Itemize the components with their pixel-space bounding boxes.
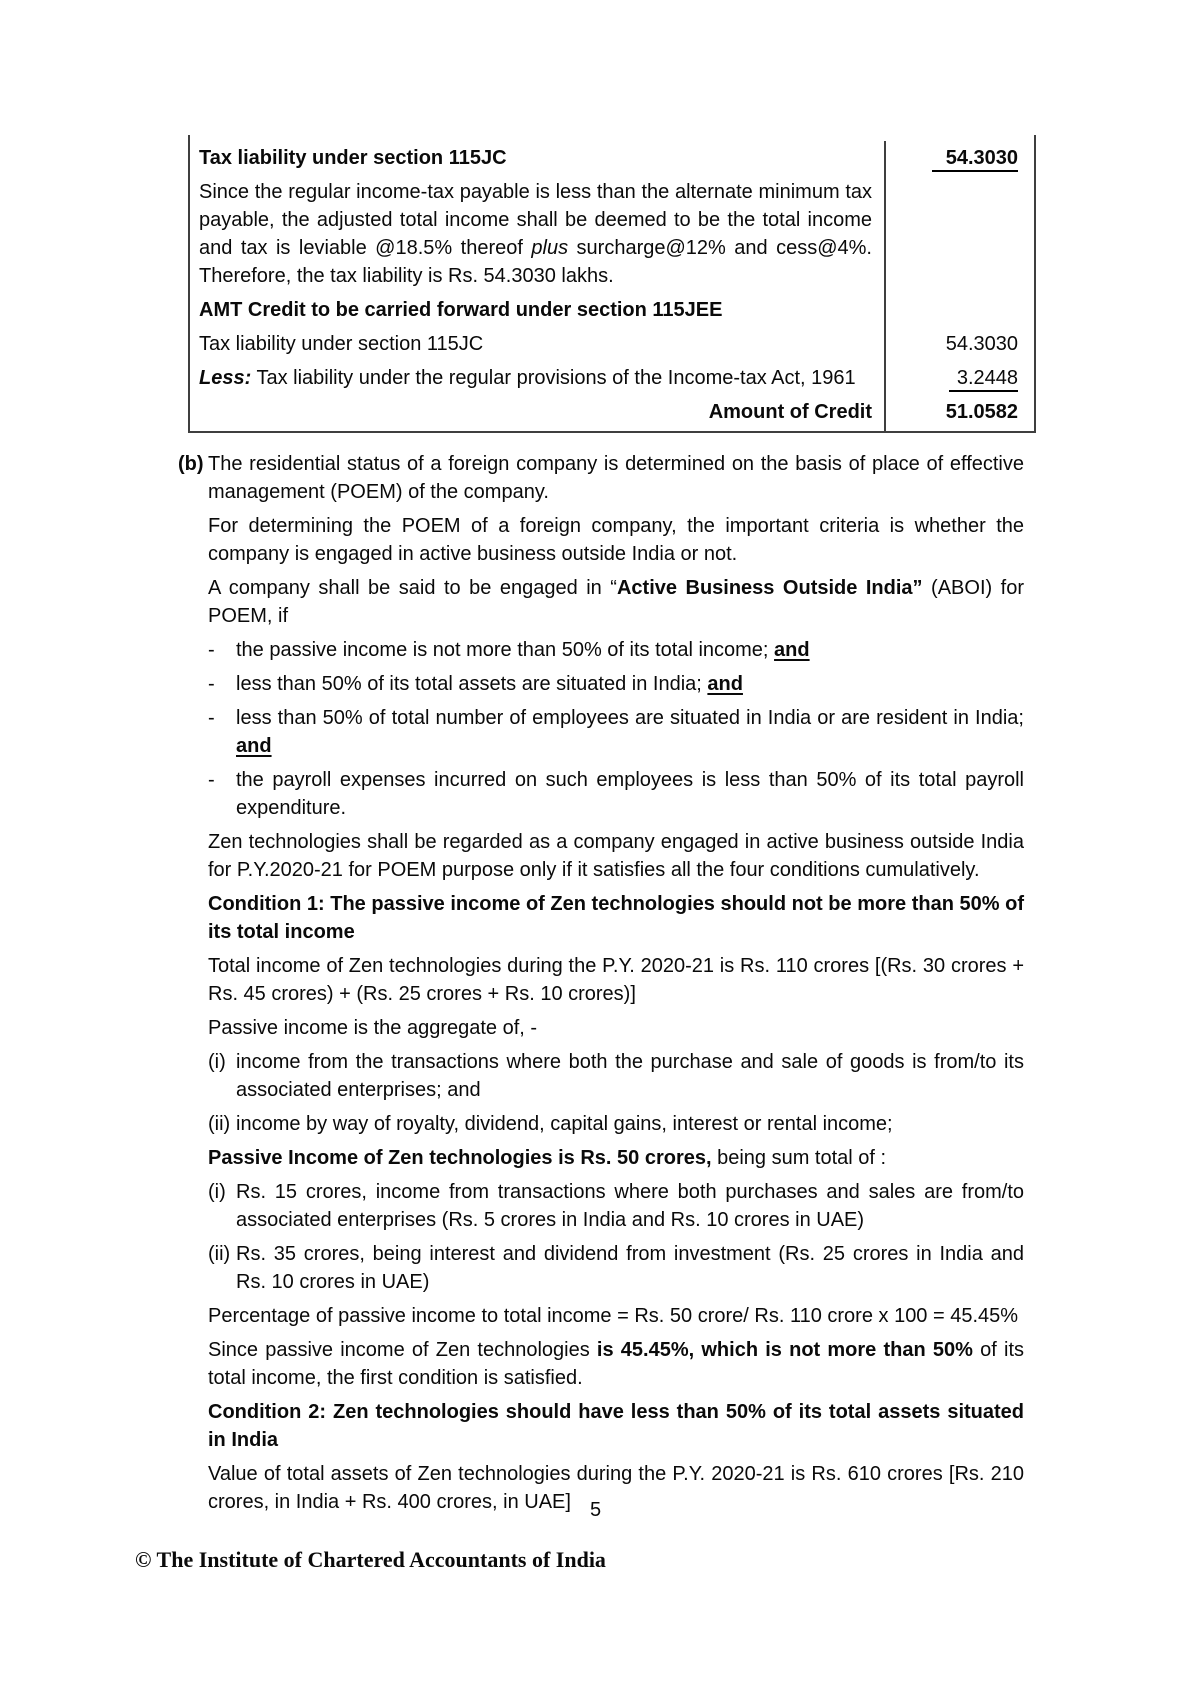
and-emphasis: and: [774, 639, 810, 661]
footer-copyright: © The Institute of Chartered Accountants of India: [135, 1547, 606, 1572]
paragraph-poem-criteria: For determining the POEM of a foreign company, the important criteria is whether the company is engaged in active business outside India or not.: [208, 515, 1024, 565]
tax-computation-table: [188, 135, 1036, 433]
list-marker: (ii): [208, 1243, 231, 1265]
paragraph-item-b: [178, 450, 1024, 506]
paragraph-total-income: Total income of Zen technologies during the P.Y. 2020-21 is Rs. 110 crores [(Rs. 30 crores + Rs. 45 crores) + (Rs. 25 crores + Rs. 10 crores)]: [208, 955, 1024, 1005]
list-text: income from the transactions where both the purchase and sale of goods is from/to its associated enterprises; and: [236, 1051, 1024, 1101]
cell-label: Since the regular income-tax payable is less than the alternate minimum tax payable, the adjusted total income shall be deemed to be the total income and tax is leviable @18.5% thereof plus surcharge@12% and cess@4%. Therefore, the tax liability is Rs. 54.3030 lakhs.: [199, 181, 872, 287]
bullet-text: the payroll expenses incurred on such employees is less than 50% of its total payroll expenditure.: [236, 769, 1024, 819]
list-text: Rs. 15 crores, income from transactions where both purchases and sales are from/to associated enterprises (Rs. 5 crores in India and Rs. 10 crores in UAE): [236, 1181, 1024, 1231]
bullet-employees: [208, 704, 1024, 760]
list-marker: (i): [208, 1181, 226, 1203]
bullet-passive-income: [208, 636, 1024, 664]
cell-label: Less: Tax liability under the regular provisions of the Income-tax Act, 1961: [199, 367, 856, 389]
list-item-ii-royalty: [208, 1110, 1024, 1138]
bullet-text: less than 50% of its total assets are situated in India;: [236, 673, 708, 695]
paragraph-passive-income-total: [208, 1144, 1024, 1172]
table-row-tax-liability-115jc-2: [190, 327, 1034, 361]
paragraph-total-assets-value: Value of total assets of Zen technologies during the P.Y. 2020-21 is Rs. 610 crores [Rs. 210 crores, in India + Rs. 400 crores, in UAE]: [208, 1463, 1024, 1513]
bullet-dash: -: [208, 639, 215, 661]
table-row-less-regular-tax: [190, 361, 1034, 395]
aboi-bold: Active Business Outside India”: [616, 577, 923, 599]
list-marker: (ii): [208, 1113, 231, 1135]
item-b-text: The residential status of a foreign company is determined on the basis of place of effective management (POEM) of the company.: [208, 453, 1024, 503]
since-bold: is 45.45%, which is not more than 50%: [596, 1339, 973, 1361]
table-row-tax-liability-115jc: [190, 135, 1034, 175]
heading-condition-2: Condition 2: Zen technologies should have less than 50% of its total assets situated in India: [208, 1401, 1024, 1451]
bullet-dash: -: [208, 673, 215, 695]
cell-label: Tax liability under section 115JC: [199, 147, 507, 169]
and-emphasis: and: [236, 735, 272, 757]
heading-condition-1: Condition 1: The passive income of Zen technologies should not be more than 50% of its total income: [208, 893, 1024, 943]
bullet-payroll: [208, 766, 1024, 822]
cell-value: [884, 175, 1034, 293]
bullet-text: less than 50% of total number of employees are situated in India or are resident in India;: [236, 707, 1024, 729]
paragraph-percentage: Percentage of passive income to total income = Rs. 50 crore/ Rs. 110 crore x 100 = 45.45%: [208, 1305, 1019, 1327]
table-row-amt-credit-heading: [190, 293, 1034, 327]
paragraph-aboi: [208, 574, 1024, 630]
aboi-pre: A company shall be said to be engaged in “: [208, 577, 617, 599]
cell-value: 54.3030: [884, 141, 1034, 175]
paragraph-first-condition-satisfied: [208, 1336, 1024, 1392]
paragraph-passive-aggregate: Passive income is the aggregate of, -: [208, 1017, 538, 1039]
since-pre: Since passive income of Zen technologies: [208, 1339, 597, 1361]
table-row-amount-of-credit: [190, 395, 1034, 431]
paragraph-zen-regarded: Zen technologies shall be regarded as a company engaged in active business outside India for P.Y.2020-21 for POEM purpose only if it satisfies all the four conditions cumulatively.: [208, 831, 1024, 881]
since-post: of its total income, the first condition is satisfied.: [208, 1339, 1025, 1389]
list-text: income by way of royalty, dividend, capital gains, interest or rental income;: [236, 1113, 893, 1135]
passive-income-post: being sum total of :: [711, 1147, 887, 1169]
list-marker: (i): [208, 1051, 226, 1073]
cell-label: Amount of Credit: [708, 401, 872, 423]
aboi-post: (ABOI) for POEM, if: [208, 577, 1024, 627]
cell-value: 3.2448: [884, 361, 1034, 395]
list-item-ii-35-crores: [208, 1240, 1024, 1296]
cell-value: [884, 293, 1034, 327]
bullet-total-assets: [208, 670, 1024, 698]
bullet-text: the passive income is not more than 50% of its total income;: [236, 639, 775, 661]
list-text: Rs. 35 crores, being interest and dividend from investment (Rs. 25 crores in India and Rs. 10 crores in UAE): [236, 1243, 1024, 1293]
cell-value: 51.0582: [884, 395, 1034, 431]
passive-income-bold: Passive Income of Zen technologies is Rs. 50 crores,: [208, 1147, 712, 1169]
list-item-i-transactions: [208, 1048, 1024, 1104]
cell-value: 54.3030: [884, 327, 1034, 361]
bullet-dash: -: [208, 769, 215, 791]
cell-label: Tax liability under section 115JC: [199, 333, 484, 355]
cell-label: AMT Credit to be carried forward under section 115JEE: [199, 299, 723, 321]
and-emphasis: and: [707, 673, 743, 695]
list-item-i-15-crores: [208, 1178, 1024, 1234]
item-b-marker: (b): [178, 453, 204, 475]
bullet-dash: -: [208, 707, 215, 729]
page-number: 5: [589, 1499, 602, 1521]
page-content: [176, 135, 1024, 1522]
table-row-explanation: [190, 175, 1034, 293]
